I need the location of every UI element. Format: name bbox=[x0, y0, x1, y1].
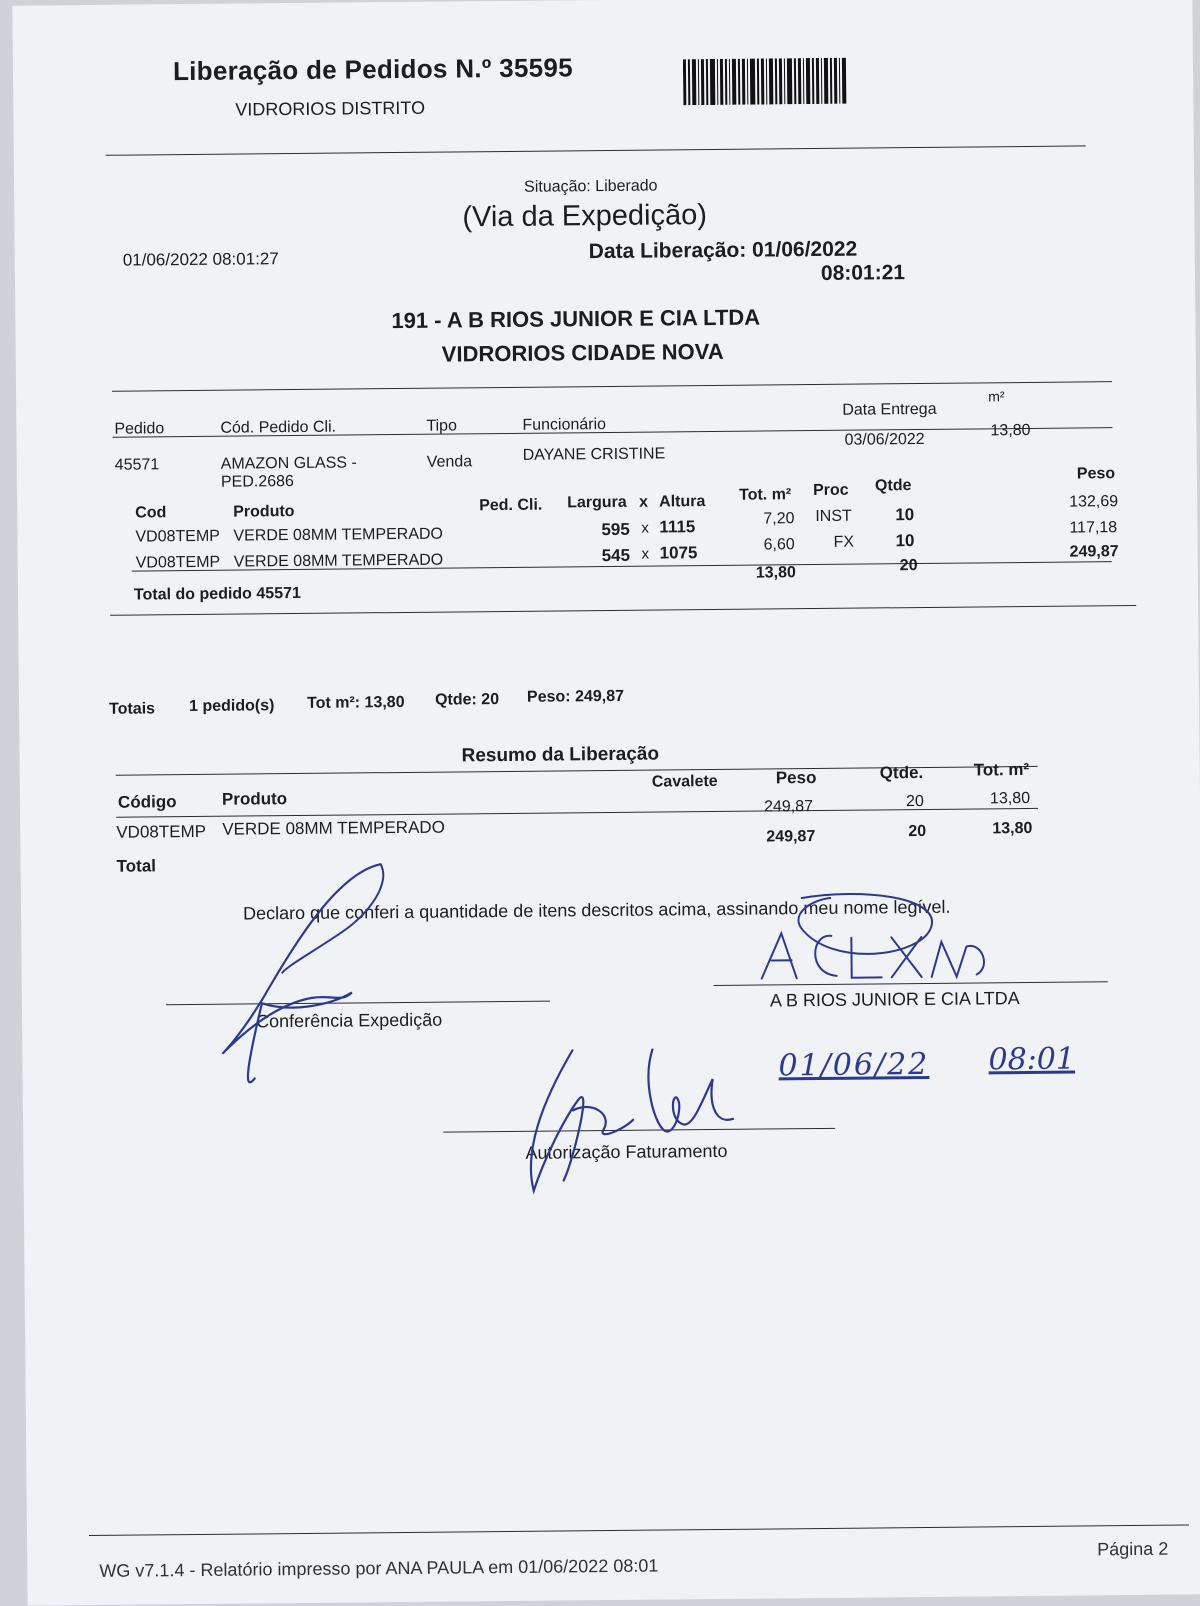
item-x: x bbox=[641, 519, 649, 537]
order-data-entrega: 03/06/2022 bbox=[844, 430, 925, 449]
order-total-m2: 13,80 bbox=[755, 564, 796, 582]
footer-printed-by: WG v7.1.4 - Relatório impresso por ANA PAULA em 01/06/2022 08:01 bbox=[99, 1555, 659, 1581]
col-m2: m² bbox=[988, 388, 1005, 405]
item-proc: FX bbox=[833, 533, 855, 551]
order-total-label: Total do pedido 45571 bbox=[133, 584, 301, 604]
resumo-col-peso: Peso bbox=[775, 768, 817, 788]
situacao-label: Situação: Liberado bbox=[524, 177, 658, 196]
order-total-peso: 249,87 bbox=[1069, 543, 1119, 561]
totals-m2: Tot m²: 13,80 bbox=[306, 693, 405, 712]
resumo-tot-m2: 13,80 bbox=[989, 789, 1031, 808]
resumo-peso: 249,87 bbox=[763, 798, 814, 816]
client-name: 191 - A B RIOS JUNIOR E CIA LTDA bbox=[391, 304, 761, 334]
item-cod: VD08TEMP bbox=[135, 527, 221, 546]
items-col-largura: Largura bbox=[567, 493, 627, 512]
conferencia-signature bbox=[190, 852, 432, 1084]
footer-divider bbox=[89, 1524, 1189, 1536]
empresa-signature bbox=[741, 886, 1002, 998]
order-total-qtde: 20 bbox=[899, 557, 918, 575]
item-peso: 117,18 bbox=[1069, 519, 1118, 537]
resumo-title: Resumo da Liberação bbox=[461, 743, 660, 767]
items-col-cod: Cod bbox=[135, 504, 167, 522]
item-qtde: 10 bbox=[895, 531, 915, 551]
autorizacao-signature bbox=[502, 1039, 764, 1201]
item-altura: 1115 bbox=[659, 517, 696, 537]
resumo-col-tot-m2: Tot. m² bbox=[973, 759, 1030, 780]
resumo-col-codigo: Código bbox=[117, 792, 177, 812]
item-tot-m2: 7,20 bbox=[763, 510, 795, 528]
totals-pedidos: 1 pedido(s) bbox=[189, 697, 275, 716]
col-tipo: Tipo bbox=[426, 417, 458, 435]
item-x: x bbox=[641, 545, 650, 563]
col-data-entrega: Data Entrega bbox=[842, 400, 937, 419]
data-liberacao: Data Liberação: 01/06/2022 bbox=[588, 237, 858, 264]
item-proc: INST bbox=[815, 507, 852, 526]
document-page bbox=[12, 0, 1200, 1606]
col-pedido: Pedido bbox=[114, 420, 165, 438]
resumo-total-label: Total bbox=[116, 856, 157, 876]
order-top-line bbox=[112, 381, 1112, 392]
order-funcionario: DAYANE CRISTINE bbox=[522, 445, 666, 464]
resumo-col-cavalete: Cavalete bbox=[651, 772, 718, 791]
resumo-produto: VERDE 08MM TEMPERADO bbox=[222, 817, 445, 839]
item-tot-m2: 6,60 bbox=[763, 536, 795, 554]
items-col-peso: Peso bbox=[1076, 465, 1116, 483]
items-col-tot-m2: Tot. m² bbox=[738, 486, 792, 504]
resumo-col-produto: Produto bbox=[221, 789, 288, 809]
autorizacao-label: Autorização Faturamento bbox=[525, 1140, 728, 1163]
resumo-codigo: VD08TEMP bbox=[116, 821, 207, 842]
items-col-ped-cli: Ped. Cli. bbox=[479, 496, 543, 515]
items-col-altura: Altura bbox=[659, 493, 706, 511]
order-cod-cli-2: PED.2686 bbox=[220, 473, 294, 491]
barcode-icon bbox=[683, 58, 853, 106]
totals-qtde: Qtde: 20 bbox=[434, 691, 500, 709]
resumo-qtde: 20 bbox=[905, 792, 924, 811]
order-m2: 13,80 bbox=[990, 421, 1031, 440]
document-title: Liberação de Pedidos N.º 35595 bbox=[172, 52, 574, 87]
item-largura: 595 bbox=[601, 519, 630, 540]
document-subtitle: VIDRORIOS DISTRITO bbox=[235, 97, 426, 120]
totals-peso: Peso: 249,87 bbox=[526, 687, 625, 706]
order-tipo: Venda bbox=[426, 453, 473, 471]
data-liberacao-time: 08:01:21 bbox=[820, 261, 906, 285]
totals-label: Totais bbox=[109, 700, 156, 718]
via-label: (Via da Expedição) bbox=[462, 199, 708, 234]
client-branch: VIDRORIOS CIDADE NOVA bbox=[441, 338, 724, 367]
handwritten-date: 01/06/22 bbox=[778, 1046, 930, 1084]
items-col-qtde: Qtde bbox=[874, 477, 912, 495]
resumo-total-qtde: 20 bbox=[908, 822, 927, 841]
item-peso: 132,69 bbox=[1069, 493, 1119, 511]
item-cod: VD08TEMP bbox=[135, 553, 221, 572]
handwritten-time: 08:01 bbox=[988, 1041, 1076, 1078]
item-qtde: 10 bbox=[895, 505, 915, 525]
item-largura: 545 bbox=[601, 545, 631, 566]
header-divider bbox=[106, 145, 1086, 155]
item-produto: VERDE 08MM TEMPERADO bbox=[233, 551, 444, 571]
col-cod-pedido-cli: Cód. Pedido Cli. bbox=[220, 418, 337, 437]
col-funcionario: Funcionário bbox=[522, 416, 607, 434]
resumo-total-m2: 13,80 bbox=[992, 819, 1033, 838]
declaration-text: Declaro que conferi a quantidade de itens descritos acima, assinando meu nome legível. bbox=[242, 896, 951, 924]
order-pedido: 45571 bbox=[114, 456, 160, 474]
items-col-produto: Produto bbox=[233, 503, 295, 521]
item-produto: VERDE 08MM TEMPERADO bbox=[233, 525, 444, 545]
empresa-label: A B RIOS JUNIOR E CIA LTDA bbox=[769, 988, 1020, 1011]
order-bottom-line bbox=[110, 605, 1136, 616]
item-altura: 1075 bbox=[659, 543, 698, 563]
resumo-total-peso: 249,87 bbox=[766, 828, 816, 846]
items-col-x: x bbox=[639, 493, 649, 511]
resumo-col-qtde: Qtde. bbox=[879, 762, 924, 783]
conferencia-label: Conferência Expedição bbox=[256, 1009, 443, 1032]
order-cod-cli-1: AMAZON GLASS - bbox=[220, 454, 357, 473]
print-datetime: 01/06/2022 08:01:27 bbox=[122, 249, 279, 270]
items-col-proc: Proc bbox=[812, 481, 849, 500]
footer-page-number: Página 2 bbox=[1097, 1538, 1169, 1560]
